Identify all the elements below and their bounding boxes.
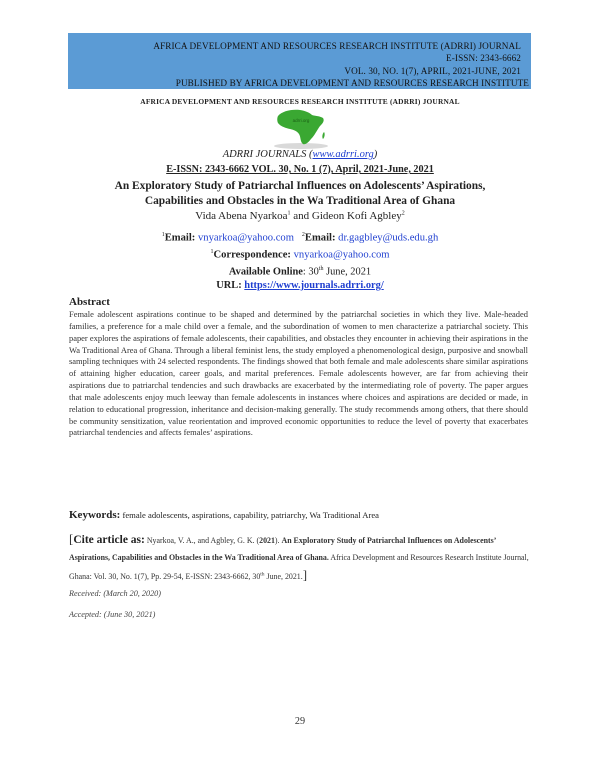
journal-banner	[68, 33, 531, 89]
paper-title-line-2: Capabilities and Obstacles in the Wa Traditional Area of Ghana	[144, 195, 456, 207]
adrri-journals-line: ADRRI JOURNALS (www.adrri.org)	[222, 149, 378, 160]
keywords: Keywords: female adolescents, aspirations, capability, patriarchy, Wa Traditional Area	[69, 509, 379, 521]
banner-journal-name: AFRICA DEVELOPMENT AND RESOURCES RESEARCH INSTITUTE (ADRRI) JOURNAL	[153, 41, 521, 51]
page-number: 29	[294, 716, 306, 727]
abstract-heading: Abstract	[69, 296, 110, 308]
author1-email-link[interactable]: vnyarkoa@yahoo.com	[198, 232, 294, 244]
author-emails: $^1$Email: vnyarkoa@yahoo.com $^2$Email: dr.gagbley@uds.edu.gh	[161, 232, 439, 244]
cite-article: [Cite article as: Nyarkoa, V. A., and Agbley, G. K. (2021). An Exploratory Study of Patriarchal Influences on Adolescents’ Aspirations, Capabilities and Obstacles in the Wa Traditional Area of Ghana. Africa Development and Resources Research Institute Journal, Ghana: Vol. 30, No. 1(7), Pp. 29-54, E-ISSN: 2343-6662, 30th June, 2021.]	[69, 531, 529, 582]
author2-email-link[interactable]: dr.gagbley@uds.edu.gh	[338, 232, 439, 244]
received-date: Received: (March 20, 2020)	[69, 589, 161, 598]
banner-volume: VOL. 30, NO. 1(7), APRIL, 2021-JUNE, 2021	[344, 66, 521, 76]
abstract-text: Female adolescent aspirations continue to be shaped and determined by the patriarchal societies in which they live. Male-headed families, a preference for a male child over a female, and the subordination of women to men characterize a patriarchal society. This paper explores the aspirations of female adolescents, their capabilities, and obstacles they encounter in achieving their aspirations in the Wa Traditional Area of Ghana. Through a liberal feminist lens, the study employed a phenomenological design, purposive and snowball sampling techniques with 24 selected respondents. The findings showed that both female and male adolescents share similar aspirations of attaining higher education, career goals, and marital preferences. Female adolescents however, are far from achieving their aspirations due to patriarchal tendencies and such drawbacks are exacerbated by the intermediating role of poverty. The paper argues that male adolescents enjoy much leeway than female adolescents in instances where choices and aspirations are decided or made, in relation to educational progression, inheritance and decision-making generally. The study recommends among others, that there should be community sensitization, value reorientation and improved economic opportunities to reduce the level of poverty that exacerbates patriarchal tendencies and affects females’ aspirations.	[69, 309, 528, 438]
banner-issn: E-ISSN: 2343-6662	[446, 53, 521, 63]
authors: Vida Abena Nyarkoa$^1$ and Gideon Kofi Agbley$^2$	[195, 210, 405, 222]
logo-text: adrri.org	[292, 118, 310, 123]
correspondence: $^1$Correspondence: vnyarkoa@yahoo.com	[210, 249, 390, 261]
url-line: URL: https://www.journals.adrri.org/	[216, 280, 384, 291]
africa-map-logo-icon	[268, 106, 334, 150]
adrri-website-link[interactable]: www.adrri.org	[312, 149, 374, 160]
paper-title-line-1: An Exploratory Study of Patriarchal Influences on Adolescents’ Aspirations,	[114, 180, 486, 192]
accepted-date: Accepted: (June 30, 2021)	[69, 610, 156, 619]
paper-title	[0, 179, 600, 209]
correspondence-email-link[interactable]: vnyarkoa@yahoo.com	[293, 249, 390, 261]
journal-heading: AFRICA DEVELOPMENT AND RESOURCES RESEARCH INSTITUTE (ADRRI) JOURNAL	[140, 97, 460, 106]
available-online: Available Online: 30th June, 2021	[228, 266, 372, 278]
banner-publisher: PUBLISHED BY AFRICA DEVELOPMENT AND RESOURCES RESEARCH INSTITUTE	[175, 78, 529, 88]
journals-url-link[interactable]: https://www.journals.adrri.org/	[244, 280, 384, 291]
issn-volume-line: E-ISSN: 2343-6662 VOL. 30, No. 1 (7), April, 2021-June, 2021	[166, 164, 434, 175]
